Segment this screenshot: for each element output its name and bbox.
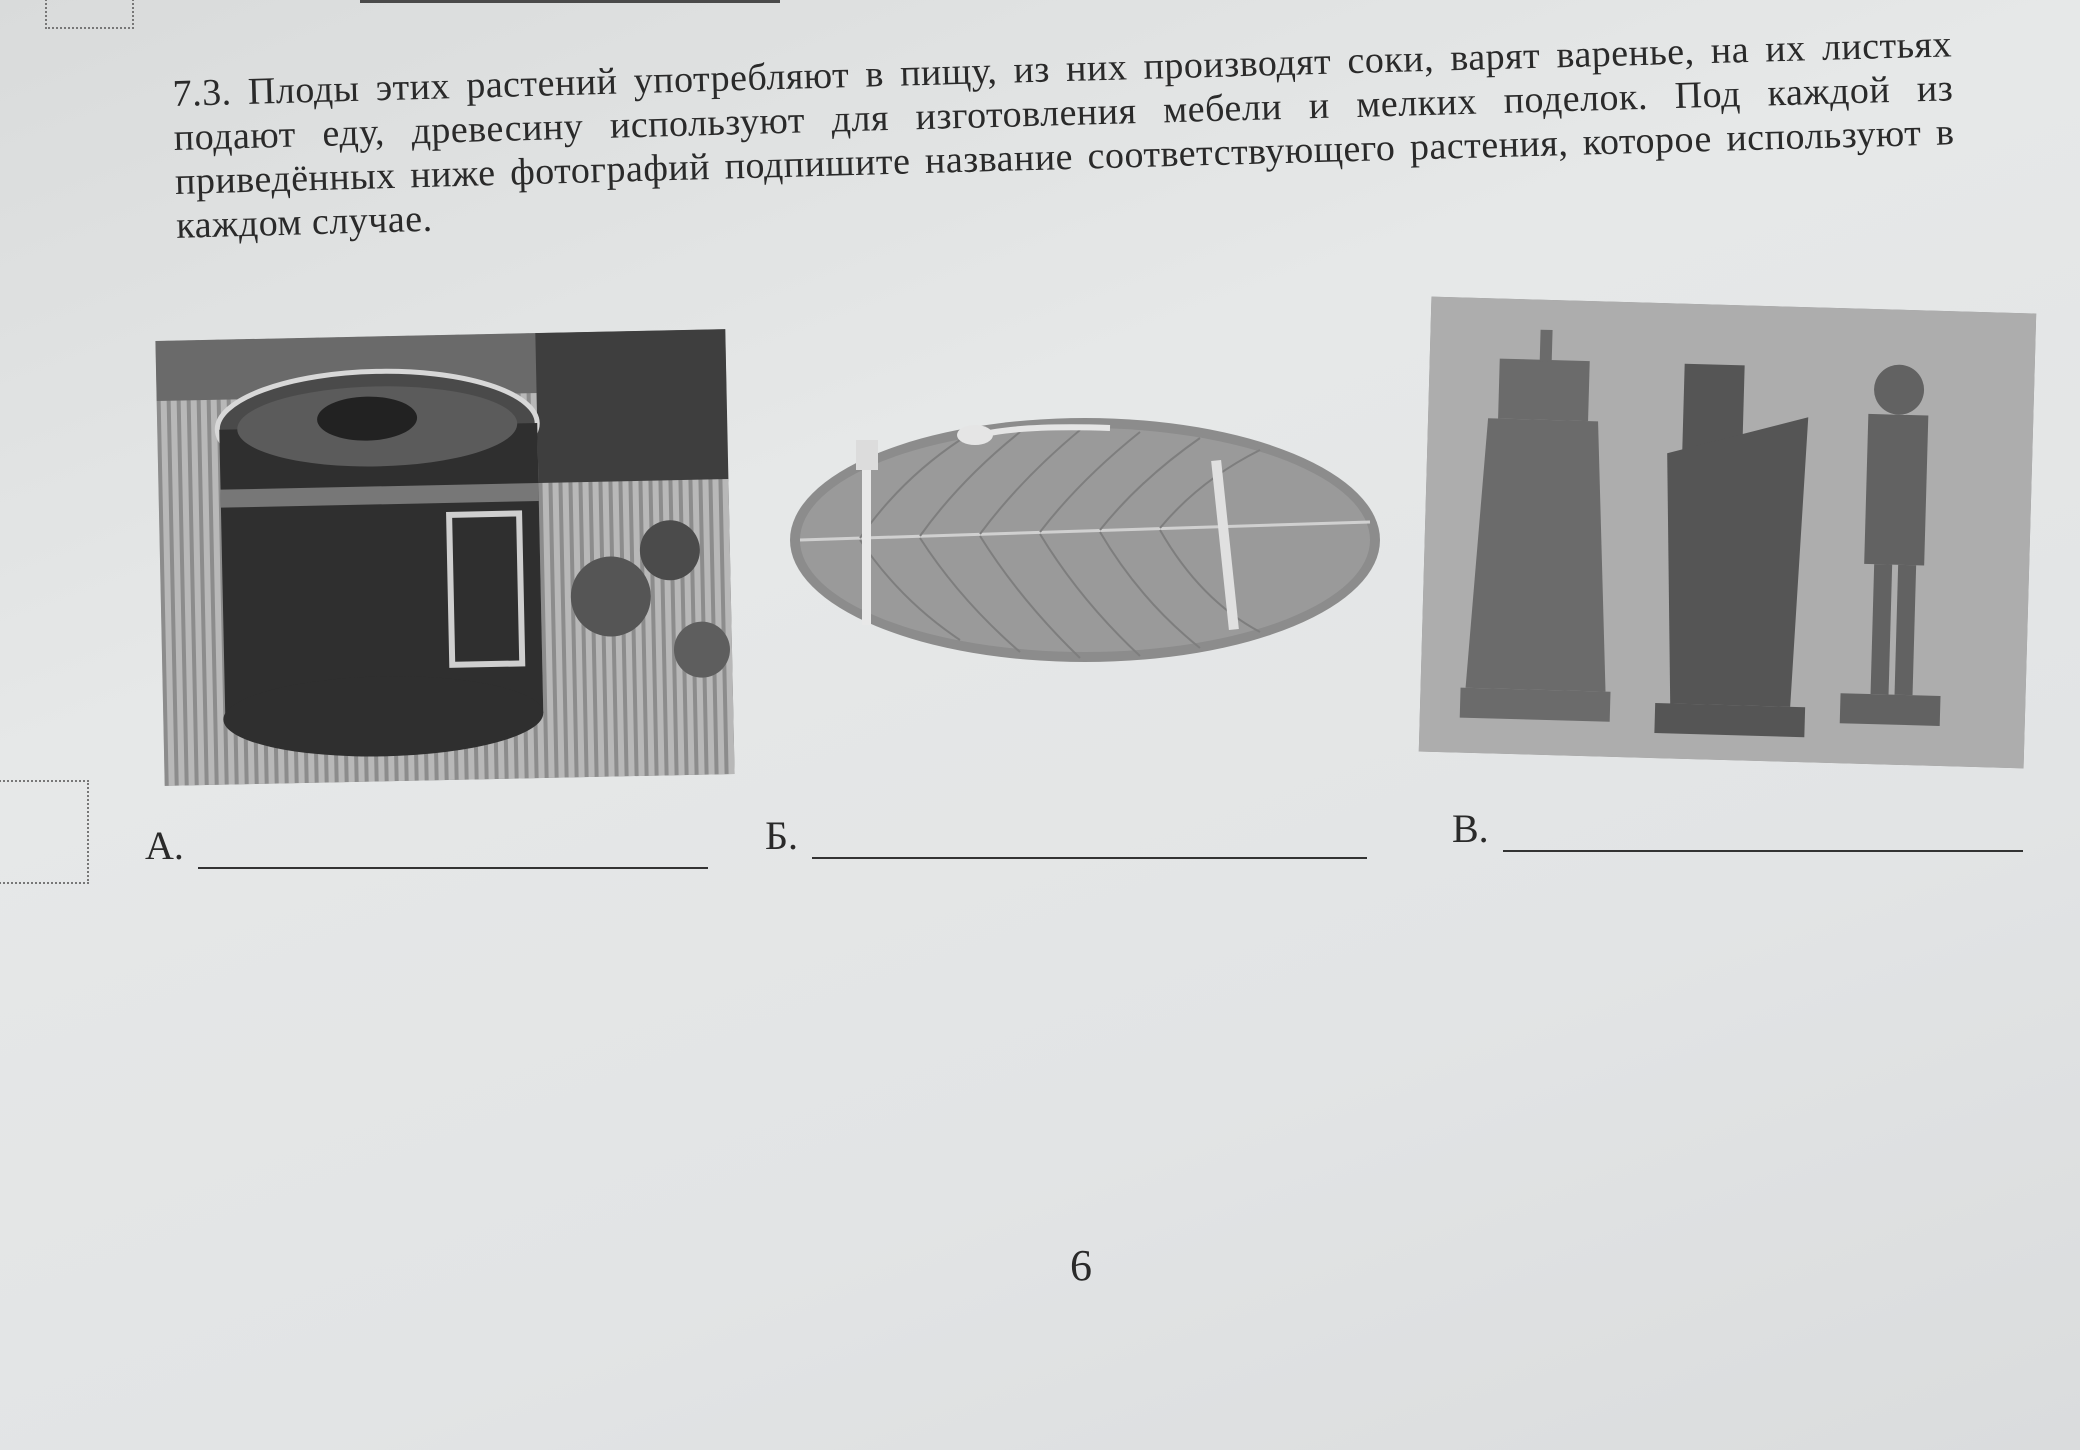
page-number: 6	[1070, 1241, 1092, 1290]
leaf-plate-illustration	[780, 400, 1390, 680]
score-box	[45, 0, 134, 29]
answer-c	[1452, 805, 2023, 852]
task-text	[172, 22, 1956, 248]
answer-line-c[interactable]	[1503, 810, 2023, 852]
jam-jar-illustration	[155, 329, 734, 786]
task-paragraph: 7.3. Плоды этих растений употребляют в пищу, из них производят соки, варят варенье, на их листьях подают еду, древесину используют для изготовления мебели и мелких поделок. Под каждой из приведённых ниже фотографий подпишите название соответствующего растения, которое используют в каждом случае.	[172, 23, 1955, 247]
answer-a	[145, 822, 708, 869]
score-box	[0, 780, 89, 884]
answer-letter: В.	[1452, 806, 1489, 851]
answer-b	[765, 812, 1367, 859]
answer-line-b[interactable]	[812, 817, 1367, 859]
answer-letter: А.	[145, 823, 184, 868]
answer-line-a[interactable]	[198, 827, 708, 869]
leaf-plate-photo	[780, 400, 1390, 680]
top-rule	[360, 0, 780, 3]
wooden-figures-photo	[1419, 297, 2036, 769]
jam-jar-photo	[155, 329, 734, 786]
wooden-figures-illustration	[1419, 297, 2036, 769]
answer-letter: Б.	[765, 813, 798, 858]
